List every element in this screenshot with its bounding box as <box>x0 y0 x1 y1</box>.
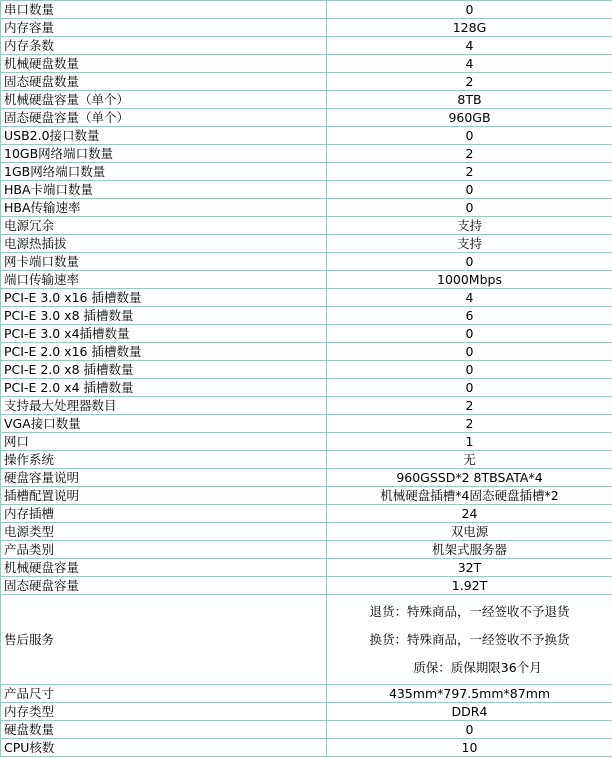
spec-row <box>1 271 612 289</box>
spec-row <box>1 397 612 415</box>
spec-label: PCI-E 2.0 x8 插槽数量 <box>1 361 327 379</box>
spec-row <box>1 433 612 451</box>
spec-label: CPU核数 <box>1 739 327 757</box>
after-sale-label: 售后服务 <box>1 595 327 685</box>
spec-label: HBA传输速率 <box>1 199 327 217</box>
spec-value: 1000Mbps <box>327 271 612 289</box>
spec-row <box>1 235 612 253</box>
spec-label: HBA卡端口数量 <box>1 181 327 199</box>
spec-value: 6 <box>327 307 612 325</box>
spec-value: 机架式服务器 <box>327 541 612 559</box>
spec-table-body <box>1 1 612 757</box>
spec-label: 产品尺寸 <box>1 685 327 703</box>
spec-value: 2 <box>327 415 612 433</box>
spec-row <box>1 19 612 37</box>
spec-value: 435mm*797.5mm*87mm <box>327 685 612 703</box>
spec-row <box>1 109 612 127</box>
spec-value: 1.92T <box>327 577 612 595</box>
spec-label: PCI-E 2.0 x4 插槽数量 <box>1 379 327 397</box>
spec-label: 硬盘数量 <box>1 721 327 739</box>
spec-label: PCI-E 3.0 x8 插槽数量 <box>1 307 327 325</box>
spec-value: 960GB <box>327 109 612 127</box>
spec-label: 机械硬盘容量（单个） <box>1 91 327 109</box>
spec-row <box>1 37 612 55</box>
spec-value: 960GSSD*2 8TBSATA*4 <box>327 469 612 487</box>
spec-label: 电源冗余 <box>1 217 327 235</box>
spec-row <box>1 505 612 523</box>
spec-row <box>1 343 612 361</box>
spec-value: 0 <box>327 253 612 271</box>
spec-value: 32T <box>327 559 612 577</box>
spec-label: 插槽配置说明 <box>1 487 327 505</box>
spec-label: 固态硬盘容量（单个） <box>1 109 327 127</box>
spec-row <box>1 523 612 541</box>
spec-row <box>1 721 612 739</box>
spec-value: DDR4 <box>327 703 612 721</box>
spec-row <box>1 217 612 235</box>
spec-value: 0 <box>327 721 612 739</box>
spec-value: 支持 <box>327 235 612 253</box>
spec-row <box>1 577 612 595</box>
spec-row <box>1 415 612 433</box>
spec-label: 机械硬盘容量 <box>1 559 327 577</box>
spec-value: 0 <box>327 199 612 217</box>
spec-value: 4 <box>327 55 612 73</box>
spec-label: 电源热插拔 <box>1 235 327 253</box>
spec-row <box>1 55 612 73</box>
spec-label: 10GB网络端口数量 <box>1 145 327 163</box>
spec-value: 2 <box>327 73 612 91</box>
spec-value: 0 <box>327 1 612 19</box>
warranty-policy: 质保：质保期限36个月 <box>413 659 542 675</box>
spec-label: 支持最大处理器数目 <box>1 397 327 415</box>
spec-label: 固态硬盘数量 <box>1 73 327 91</box>
spec-value: 无 <box>327 451 612 469</box>
spec-value: 双电源 <box>327 523 612 541</box>
spec-label: 网口 <box>1 433 327 451</box>
spec-row <box>1 739 612 757</box>
spec-label: 串口数量 <box>1 1 327 19</box>
spec-label: 电源类型 <box>1 523 327 541</box>
spec-value: 4 <box>327 289 612 307</box>
spec-row <box>1 307 612 325</box>
spec-label: 硬盘容量说明 <box>1 469 327 487</box>
spec-label: PCI-E 3.0 x4插槽数量 <box>1 325 327 343</box>
spec-label: 机械硬盘数量 <box>1 55 327 73</box>
after-sale-cell <box>327 595 612 685</box>
spec-row <box>1 685 612 703</box>
spec-row <box>1 703 612 721</box>
spec-row <box>1 379 612 397</box>
spec-value: 128G <box>327 19 612 37</box>
spec-label: PCI-E 2.0 x16 插槽数量 <box>1 343 327 361</box>
spec-row <box>1 487 612 505</box>
spec-label: 固态硬盘容量 <box>1 577 327 595</box>
spec-row <box>1 325 612 343</box>
spec-label: PCI-E 3.0 x16 插槽数量 <box>1 289 327 307</box>
spec-value: 0 <box>327 361 612 379</box>
spec-value: 2 <box>327 397 612 415</box>
spec-value: 10 <box>327 739 612 757</box>
spec-label: USB2.0接口数量 <box>1 127 327 145</box>
spec-value: 24 <box>327 505 612 523</box>
spec-value: 0 <box>327 379 612 397</box>
spec-label: 内存插槽 <box>1 505 327 523</box>
spec-label: 内存类型 <box>1 703 327 721</box>
spec-row <box>1 73 612 91</box>
spec-row <box>1 361 612 379</box>
spec-value: 1 <box>327 433 612 451</box>
spec-label: 端口传输速率 <box>1 271 327 289</box>
spec-row <box>1 1 612 19</box>
spec-value: 2 <box>327 163 612 181</box>
spec-value: 机械硬盘插槽*4固态硬盘插槽*2 <box>327 487 612 505</box>
return-policy: 退货：特殊商品，一经签收不予退货 <box>369 603 570 619</box>
spec-row <box>1 91 612 109</box>
spec-value: 0 <box>327 181 612 199</box>
spec-row <box>1 253 612 271</box>
spec-row <box>1 163 612 181</box>
spec-row <box>1 541 612 559</box>
spec-label: 产品类别 <box>1 541 327 559</box>
spec-label: 网卡端口数量 <box>1 253 327 271</box>
exchange-policy: 换货：特殊商品，一经签收不予换货 <box>369 631 570 647</box>
spec-value: 0 <box>327 343 612 361</box>
spec-row <box>1 469 612 487</box>
after-sale-text <box>327 603 612 677</box>
spec-label: 内存容量 <box>1 19 327 37</box>
spec-label: VGA接口数量 <box>1 415 327 433</box>
spec-row <box>1 199 612 217</box>
spec-value: 2 <box>327 145 612 163</box>
spec-row <box>1 289 612 307</box>
spec-row <box>1 145 612 163</box>
spec-row <box>1 451 612 469</box>
spec-label: 操作系统 <box>1 451 327 469</box>
after-sale-row <box>1 595 612 685</box>
spec-value: 0 <box>327 325 612 343</box>
spec-value: 8TB <box>327 91 612 109</box>
spec-value: 4 <box>327 37 612 55</box>
spec-label: 1GB网络端口数量 <box>1 163 327 181</box>
spec-value: 0 <box>327 127 612 145</box>
spec-value: 支持 <box>327 217 612 235</box>
spec-row <box>1 559 612 577</box>
spec-label: 内存条数 <box>1 37 327 55</box>
spec-row <box>1 127 612 145</box>
spec-row <box>1 181 612 199</box>
